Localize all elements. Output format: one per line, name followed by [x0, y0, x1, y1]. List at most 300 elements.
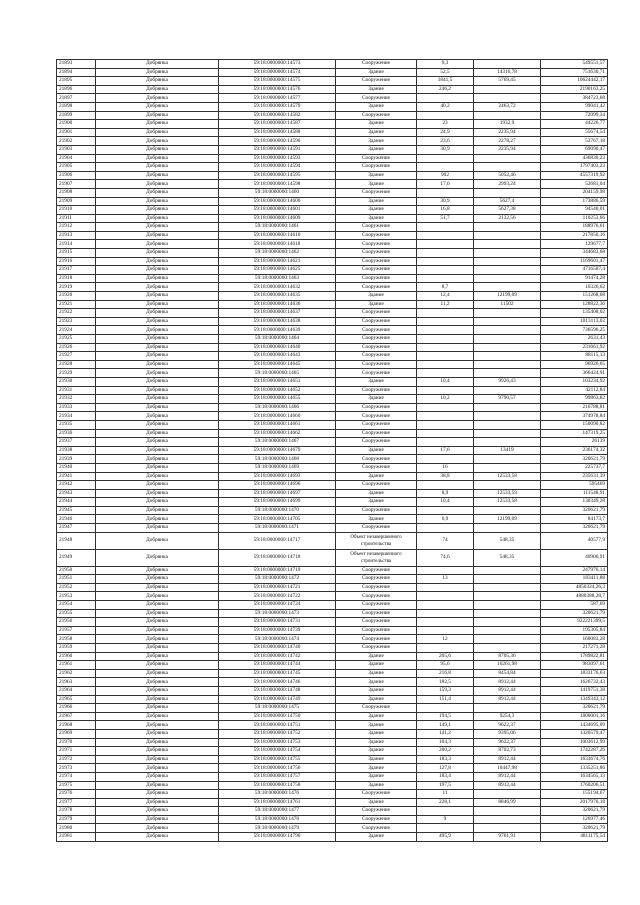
area-cell: 141,2 — [417, 729, 474, 738]
cadastral-value-cell: 2631,43 — [541, 335, 608, 344]
row-number-cell: 21976 — [57, 790, 96, 799]
object-type-cell: Сооружение — [336, 583, 417, 592]
settlement-cell: Добрянка — [96, 309, 219, 318]
area-cell: 9 — [417, 815, 474, 824]
settlement-cell: Добрянка — [96, 111, 219, 120]
object-type-cell: Здание — [336, 197, 417, 206]
cadastral-value-cell: 1434695,09 — [541, 721, 608, 730]
cadastral-number-cell: 59:18:0000000:14577 — [219, 94, 336, 103]
cadastral-value-cell: 55674,54 — [541, 128, 608, 137]
cadastral-value-cell: 1800001,16 — [541, 712, 608, 721]
settlement-cell: Добрянка — [96, 102, 219, 111]
cadastral-value-cell: 135408,02 — [541, 309, 608, 318]
cadastral-number-cell: 59:18:0000000:14645 — [219, 360, 336, 369]
row-number-cell: 21908 — [57, 188, 96, 197]
settlement-cell: Добрянка — [96, 618, 219, 627]
area-cell: 8,7 — [417, 283, 474, 292]
cadastral-value-cell: 320621,79 — [541, 455, 608, 464]
object-type-cell: Здание — [336, 145, 417, 154]
cadastral-value-cell: 10326,62 — [541, 283, 608, 292]
object-type-cell: Сооружение — [336, 403, 417, 412]
table-row — [57, 721, 608, 730]
cadastral-number-cell: 59:18:0000000:14754 — [219, 747, 336, 756]
cadastral-number-cell: 59:18:0000000:1460 — [219, 188, 336, 197]
settlement-cell: Добрянка — [96, 481, 219, 490]
settlement-cell: Добрянка — [96, 695, 219, 704]
settlement-cell: Добрянка — [96, 798, 219, 807]
cadastral-value-cell: 344683,68 — [541, 249, 608, 258]
row-number-cell: 21914 — [57, 240, 96, 249]
table-row — [57, 772, 608, 781]
area-cell: 24,9 — [417, 128, 474, 137]
area-cell: 159,3 — [417, 686, 474, 695]
settlement-cell: Добрянка — [96, 592, 219, 601]
settlement-cell: Добрянка — [96, 429, 219, 438]
table-row — [57, 395, 608, 404]
cadastral-value-cell: 1633674,76 — [541, 755, 608, 764]
cadastral-number-cell: 59:18:0000000:14600 — [219, 197, 336, 206]
settlement-cell: Добрянка — [96, 257, 219, 266]
cadastral-value-cell: 2190163,25 — [541, 85, 608, 94]
table-row — [57, 292, 608, 301]
cadastral-number-cell: 59:18:0000000:14625 — [219, 266, 336, 275]
area-cell — [417, 343, 474, 352]
unit-value-cell: 2463,72 — [474, 102, 541, 111]
object-type-cell: Здание — [336, 214, 417, 223]
object-type-cell: Здание — [336, 798, 417, 807]
area-cell — [417, 566, 474, 575]
object-type-cell: Сооружение — [336, 575, 417, 584]
settlement-cell: Добрянка — [96, 704, 219, 713]
settlement-cell: Добрянка — [96, 249, 219, 258]
settlement-cell: Добрянка — [96, 721, 219, 730]
row-number-cell: 21898 — [57, 102, 96, 111]
unit-value-cell — [474, 704, 541, 713]
object-type-cell: Сооружение — [336, 618, 417, 627]
cadastral-number-cell: 59:18:0000000:14697 — [219, 489, 336, 498]
area-cell: 194,5 — [417, 712, 474, 721]
settlement-cell: Добрянка — [96, 77, 219, 86]
row-number-cell: 21939 — [57, 455, 96, 464]
table-row — [57, 386, 608, 395]
cadastral-number-cell: 59:18:0000000:14601 — [219, 206, 336, 215]
row-number-cell: 21893 — [57, 60, 96, 69]
settlement-cell: Добрянка — [96, 360, 219, 369]
row-number-cell: 21909 — [57, 197, 96, 206]
area-cell: 216,8 — [417, 669, 474, 678]
object-type-cell: Сооружение — [336, 601, 417, 610]
cadastral-number-cell: 59:18:0000000:14740 — [219, 644, 336, 653]
area-cell: 12 — [417, 635, 474, 644]
cadastral-value-cell: 99863,82 — [541, 395, 608, 404]
unit-value-cell: 2235,94 — [474, 128, 541, 137]
table-row — [57, 489, 608, 498]
row-number-cell: 21947 — [57, 524, 96, 533]
object-type-cell: Сооружение — [336, 231, 417, 240]
cadastral-value-cell: 4850324,26,3 — [541, 583, 608, 592]
cadastral-value-cell: 1013113,02 — [541, 317, 608, 326]
settlement-cell: Добрянка — [96, 463, 219, 472]
row-number-cell: 21953 — [57, 592, 96, 601]
cadastral-number-cell: 59:18:0000000:14579 — [219, 102, 336, 111]
settlement-cell: Добрянка — [96, 446, 219, 455]
object-type-cell: Здание — [336, 472, 417, 481]
object-type-cell: Сооружение — [336, 249, 417, 258]
table-row — [57, 669, 608, 678]
cadastral-number-cell: 59:18:0000000:14574 — [219, 68, 336, 77]
object-type-cell: Здание — [336, 678, 417, 687]
cadastral-value-cell: 922221399,5 — [541, 618, 608, 627]
table-row — [57, 515, 608, 524]
cadastral-number-cell: 59:18:0000000:14590 — [219, 137, 336, 146]
cadastral-number-cell: 59:18:0000000:14724 — [219, 601, 336, 610]
cadastral-number-cell: 59:18:0000000:14699 — [219, 498, 336, 507]
unit-value-cell — [474, 223, 541, 232]
row-number-cell: 21950 — [57, 566, 96, 575]
unit-value-cell — [474, 807, 541, 816]
unit-value-cell — [474, 283, 541, 292]
cadastral-number-cell: 59:18:0000000:14693 — [219, 472, 336, 481]
settlement-cell: Добрянка — [96, 489, 219, 498]
table-body — [57, 60, 608, 842]
cadastral-value-cell: 1326579,47 — [541, 729, 608, 738]
cadastral-number-cell: 59:18:0000000:14575 — [219, 77, 336, 86]
cadastral-value-cell: 736596,25 — [541, 326, 608, 335]
cadastral-number-cell: 59:18:0000000:14660 — [219, 412, 336, 421]
cadastral-number-cell: 59:18:0000000:14587 — [219, 120, 336, 129]
object-type-cell: Сооружение — [336, 352, 417, 361]
cadastral-value-cell: 195305,84 — [541, 626, 608, 635]
table-row — [57, 807, 608, 816]
cadastral-number-cell: 59:18:0000000:1477 — [219, 807, 336, 816]
cadastral-number-cell: 59:18:0000000:1474 — [219, 635, 336, 644]
cadastral-number-cell: 59:18:0000000:14610 — [219, 231, 336, 240]
unit-value-cell — [474, 566, 541, 575]
cadastral-number-cell: 59:18:0000000:14632 — [219, 283, 336, 292]
unit-value-cell — [474, 111, 541, 120]
cadastral-value-cell: 236174,32 — [541, 446, 608, 455]
area-cell: 23 — [417, 120, 474, 129]
row-number-cell: 21959 — [57, 644, 96, 653]
area-cell: 127,8 — [417, 764, 474, 773]
unit-value-cell: 9926,43 — [474, 377, 541, 386]
area-cell — [417, 266, 474, 275]
unit-value-cell — [474, 463, 541, 472]
unit-value-cell — [474, 575, 541, 584]
table-row — [57, 446, 608, 455]
row-number-cell: 21970 — [57, 738, 96, 747]
area-cell — [417, 583, 474, 592]
settlement-cell: Добрянка — [96, 171, 219, 180]
cadastral-number-cell: 59:18:0000000:14652 — [219, 386, 336, 395]
object-type-cell: Сооружение — [336, 644, 417, 653]
table-row — [57, 68, 608, 77]
table-row — [57, 678, 608, 687]
settlement-cell: Добрянка — [96, 515, 219, 524]
row-number-cell: 21897 — [57, 94, 96, 103]
table-row — [57, 309, 608, 318]
unit-value-cell — [474, 815, 541, 824]
cadastral-value-cell: 53767,18 — [541, 137, 608, 146]
object-type-cell: Сооружение — [336, 635, 417, 644]
cadastral-number-cell: 59:18:0000000:14618 — [219, 240, 336, 249]
cadastral-value-cell: 40906,91 — [541, 549, 608, 566]
unit-value-cell — [474, 163, 541, 172]
table-row — [57, 60, 608, 69]
table-row — [57, 661, 608, 670]
settlement-cell: Добрянка — [96, 790, 219, 799]
cadastral-value-cell: 129677,7 — [541, 240, 608, 249]
area-cell: 17,6 — [417, 446, 474, 455]
row-number-cell: 21932 — [57, 395, 96, 404]
unit-value-cell — [474, 438, 541, 447]
object-type-cell: Здание — [336, 781, 417, 790]
object-type-cell: Сооружение — [336, 790, 417, 799]
settlement-cell: Добрянка — [96, 274, 219, 283]
table-row — [57, 481, 608, 490]
settlement-cell: Добрянка — [96, 128, 219, 137]
row-number-cell: 21944 — [57, 498, 96, 507]
cadastral-value-cell: 1349343,12 — [541, 695, 608, 704]
unit-value-cell — [474, 266, 541, 275]
unit-value-cell — [474, 790, 541, 799]
object-type-cell: Здание — [336, 652, 417, 661]
object-type-cell: Сооружение — [336, 360, 417, 369]
area-cell: 30,9 — [417, 145, 474, 154]
cadastral-value-cell: 26139 — [541, 438, 608, 447]
area-cell — [417, 403, 474, 412]
area-cell — [417, 438, 474, 447]
area-cell — [417, 369, 474, 378]
row-number-cell: 21907 — [57, 180, 96, 189]
row-number-cell: 21916 — [57, 257, 96, 266]
table-row — [57, 77, 608, 86]
cadastral-number-cell: 59:18:0000000:14655 — [219, 395, 336, 404]
row-number-cell: 21960 — [57, 652, 96, 661]
settlement-cell: Добрянка — [96, 661, 219, 670]
unit-value-cell: 8846,99 — [474, 798, 541, 807]
settlement-cell: Добрянка — [96, 575, 219, 584]
cadastral-value-cell: 173886,59 — [541, 197, 608, 206]
cadastral-value-cell: 384723,68 — [541, 94, 608, 103]
cadastral-number-cell: 59:18:0000000:14637 — [219, 309, 336, 318]
row-number-cell: 21927 — [57, 352, 96, 361]
cadastral-value-cell: 44226,77 — [541, 120, 608, 129]
settlement-cell: Добрянка — [96, 549, 219, 566]
settlement-cell: Добрянка — [96, 137, 219, 146]
table-row — [57, 592, 608, 601]
row-number-cell: 21980 — [57, 824, 96, 833]
area-cell: 902 — [417, 171, 474, 180]
unit-value-cell: 10261,98 — [474, 661, 541, 670]
area-cell: 17,6 — [417, 180, 474, 189]
cadastral-number-cell: 59:18:0000000:14718 — [219, 549, 336, 566]
cadastral-value-cell: 4557319,92 — [541, 171, 608, 180]
unit-value-cell: 5769,45 — [474, 77, 541, 86]
table-row — [57, 180, 608, 189]
unit-value-cell: 8912,44 — [474, 772, 541, 781]
area-cell: 52,5 — [417, 68, 474, 77]
area-cell: 51,7 — [417, 214, 474, 223]
unit-value-cell: 12533,58 — [474, 472, 541, 481]
cadastral-number-cell: 59:18:0000000:14621 — [219, 257, 336, 266]
table-row — [57, 326, 608, 335]
table-row — [57, 738, 608, 747]
area-cell — [417, 231, 474, 240]
settlement-cell: Добрянка — [96, 566, 219, 575]
cadastral-number-cell: 59:18:0000000:14662 — [219, 429, 336, 438]
table-row — [57, 188, 608, 197]
cadastral-number-cell: 59:18:0000000:14661 — [219, 420, 336, 429]
cadastral-value-cell: 151268,68 — [541, 292, 608, 301]
settlement-cell: Добрянка — [96, 180, 219, 189]
cadastral-value-cell: 320621,79 — [541, 824, 608, 833]
table-row — [57, 626, 608, 635]
settlement-cell: Добрянка — [96, 60, 219, 69]
object-type-cell: Сооружение — [336, 154, 417, 163]
cadastral-number-cell: 59:18:0000000:14588 — [219, 128, 336, 137]
row-number-cell: 21902 — [57, 137, 96, 146]
settlement-cell: Добрянка — [96, 652, 219, 661]
object-type-cell: Здание — [336, 120, 417, 129]
cadastral-number-cell: 59:18:0000000:14758 — [219, 781, 336, 790]
unit-value-cell — [474, 481, 541, 490]
object-type-cell: Сооружение — [336, 566, 417, 575]
cadastral-value-cell: 320621,79 — [541, 609, 608, 618]
unit-value-cell: 9622,37 — [474, 738, 541, 747]
cadastral-value-cell: 96926,65 — [541, 360, 608, 369]
settlement-cell: Добрянка — [96, 403, 219, 412]
object-type-cell: Здание — [336, 712, 417, 721]
cadastral-number-cell: 59:18:0000000:1468 — [219, 455, 336, 464]
settlement-cell: Добрянка — [96, 145, 219, 154]
row-number-cell: 21911 — [57, 214, 96, 223]
table-row — [57, 463, 608, 472]
object-type-cell: Здание — [336, 669, 417, 678]
object-type-cell: Сооружение — [336, 481, 417, 490]
cadastral-number-cell: 59:18:0000000:1471 — [219, 524, 336, 533]
settlement-cell: Добрянка — [96, 626, 219, 635]
cadastral-number-cell: 59:18:0000000:14719 — [219, 566, 336, 575]
cadastral-number-cell: 59:18:0000000:14790 — [219, 833, 336, 842]
unit-value-cell: 8912,44 — [474, 686, 541, 695]
cadastral-value-cell: 1833176,63 — [541, 669, 608, 678]
cadastral-number-cell: 59:18:0000000:1472 — [219, 575, 336, 584]
settlement-cell: Добрянка — [96, 686, 219, 695]
unit-value-cell — [474, 455, 541, 464]
unit-value-cell: 5627,4 — [474, 197, 541, 206]
object-type-cell: Сооружение — [336, 283, 417, 292]
row-number-cell: 21921 — [57, 300, 96, 309]
settlement-cell: Добрянка — [96, 377, 219, 386]
object-type-cell: Объект незавершенного строительства — [336, 549, 417, 566]
row-number-cell: 21928 — [57, 360, 96, 369]
settlement-cell: Добрянка — [96, 386, 219, 395]
settlement-cell: Добрянка — [96, 68, 219, 77]
cadastral-number-cell: 59:18:0000000:14717 — [219, 532, 336, 549]
row-number-cell: 21938 — [57, 446, 96, 455]
table-row — [57, 283, 608, 292]
table-row — [57, 704, 608, 713]
table-row — [57, 214, 608, 223]
cadastral-value-cell: 587,69 — [541, 601, 608, 610]
unit-value-cell: 9701,91 — [474, 833, 541, 842]
object-type-cell: Здание — [336, 772, 417, 781]
area-cell — [417, 223, 474, 232]
cadastral-number-cell: 59:18:0000000:1469 — [219, 463, 336, 472]
object-type-cell: Здание — [336, 661, 417, 670]
cadastral-value-cell: 1742287,26 — [541, 747, 608, 756]
unit-value-cell — [474, 60, 541, 69]
cadastral-value-cell: 751630,71 — [541, 68, 608, 77]
cadastral-value-cell: 188976,61 — [541, 223, 608, 232]
table-row — [57, 747, 608, 756]
unit-value-cell — [474, 609, 541, 618]
area-cell: 10,4 — [417, 377, 474, 386]
area-cell: 10,4 — [417, 498, 474, 507]
property-register-table — [56, 59, 605, 842]
cadastral-value-cell: 235631,39 — [541, 472, 608, 481]
settlement-cell: Добрянка — [96, 94, 219, 103]
row-number-cell: 21904 — [57, 154, 96, 163]
unit-value-cell: 13419 — [474, 446, 541, 455]
cadastral-number-cell: 59:18:0000000:14696 — [219, 481, 336, 490]
area-cell: 151,4 — [417, 695, 474, 704]
row-number-cell: 21981 — [57, 833, 96, 842]
settlement-cell: Добрянка — [96, 764, 219, 773]
row-number-cell: 21973 — [57, 764, 96, 773]
settlement-cell: Добрянка — [96, 644, 219, 653]
object-type-cell: Сооружение — [336, 240, 417, 249]
settlement-cell: Добрянка — [96, 300, 219, 309]
row-number-cell: 21968 — [57, 721, 96, 730]
settlement-cell: Добрянка — [96, 498, 219, 507]
table-row — [57, 438, 608, 447]
settlement-cell: Добрянка — [96, 833, 219, 842]
settlement-cell: Добрянка — [96, 163, 219, 172]
area-cell: 11 — [417, 790, 474, 799]
settlement-cell: Добрянка — [96, 206, 219, 215]
row-number-cell: 21975 — [57, 781, 96, 790]
unit-value-cell: 8454,84 — [474, 669, 541, 678]
row-number-cell: 21919 — [57, 283, 96, 292]
cadastral-value-cell: 983097,61 — [541, 661, 608, 670]
area-cell — [417, 257, 474, 266]
settlement-cell: Добрянка — [96, 601, 219, 610]
area-cell: 495,9 — [417, 833, 474, 842]
table-row — [57, 833, 608, 842]
area-cell — [417, 609, 474, 618]
object-type-cell: Здание — [336, 171, 417, 180]
object-type-cell: Сооружение — [336, 369, 417, 378]
row-number-cell: 21969 — [57, 729, 96, 738]
object-type-cell: Здание — [336, 68, 417, 77]
unit-value-cell — [474, 635, 541, 644]
cadastral-value-cell: 231661,92 — [541, 343, 608, 352]
settlement-cell: Добрянка — [96, 472, 219, 481]
row-number-cell: 21951 — [57, 575, 96, 584]
object-type-cell: Сооружение — [336, 266, 417, 275]
unit-value-cell — [474, 317, 541, 326]
object-type-cell: Сооружение — [336, 77, 417, 86]
settlement-cell: Добрянка — [96, 455, 219, 464]
unit-value-cell: 9790,57 — [474, 395, 541, 404]
row-number-cell: 21920 — [57, 292, 96, 301]
row-number-cell: 21957 — [57, 626, 96, 635]
unit-value-cell: 8912,44 — [474, 678, 541, 687]
object-type-cell: Сооружение — [336, 412, 417, 421]
table-row — [57, 223, 608, 232]
